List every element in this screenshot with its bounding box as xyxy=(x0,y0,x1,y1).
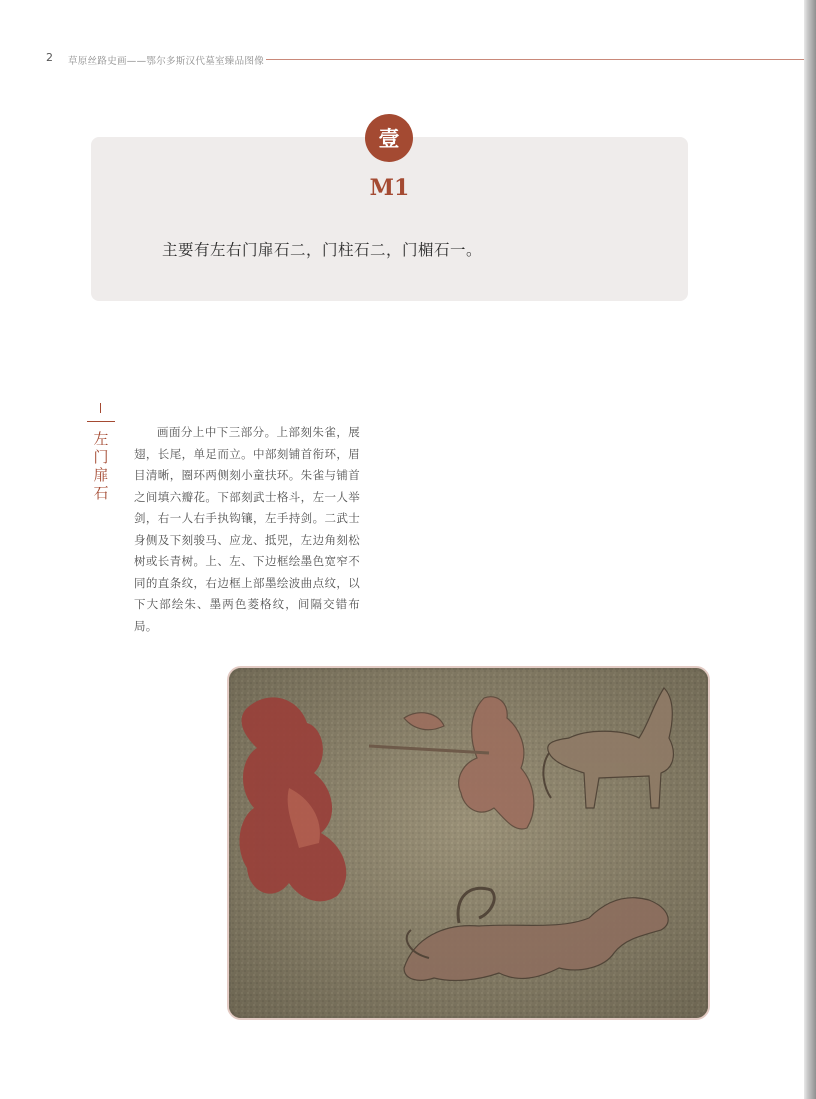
running-header xyxy=(0,50,804,70)
chapter-summary: 主要有左右门扉石二，门柱石二，门楣石一。 xyxy=(162,241,483,259)
section-number-mark xyxy=(100,403,101,413)
page-number: 2 xyxy=(46,51,53,64)
header-rule xyxy=(266,59,804,60)
section-title: 左门扉石 xyxy=(93,430,109,502)
page-edge-shadow xyxy=(804,0,816,1099)
running-title: 草原丝路史画——鄂尔多斯汉代墓室臻品图像 xyxy=(68,56,265,67)
relief-carving-photo xyxy=(227,666,710,1020)
section-rule xyxy=(87,421,115,422)
section-body-text: 画面分上中下三部分。上部刻朱雀，展翅，长尾，单足而立。中部刻铺首衔环，眉目清晰，圈环两侧刻小童扶环。朱雀与铺首之间填六瓣花。下部刻武士格斗，左一人举剑，右一人右手执钩镶，左手持剑。二武士身侧及下刻骏马、应龙、抵兕，左边角刻松树或长青树。上、左、下边框绘墨色宽窄不同的直条纹，右边框上部墨绘波曲点纹，以下大部绘朱、墨两色菱格纹，间隔交错布局。 xyxy=(134,425,360,633)
chapter-badge: 壹 xyxy=(365,114,413,162)
chapter-title: M1 xyxy=(369,175,410,201)
